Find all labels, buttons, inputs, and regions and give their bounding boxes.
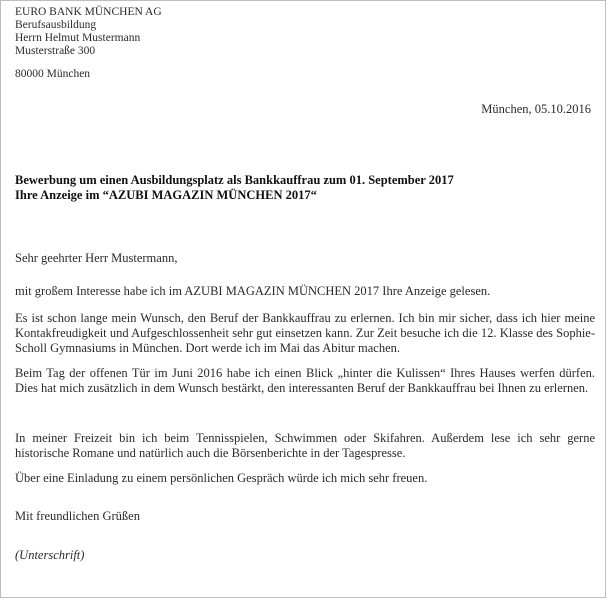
paragraph-invitation: Über eine Einladung zu einem persönlichen Gespräch würde ich mich sehr freuen. (15, 471, 428, 485)
letter-date: München, 05.10.2016 (481, 102, 591, 116)
closing-greeting: Mit freundlichen Grüßen (15, 509, 140, 523)
signature-placeholder: (Unterschrift) (15, 548, 85, 562)
address-city: 80000 München (15, 68, 91, 80)
paragraph-intro: mit großem Interesse habe ich im AZUBI MAGAZIN MÜNCHEN 2017 Ihre Anzeige gelesen. (15, 284, 491, 298)
address-name: Herrn Helmut Mustermann (15, 32, 141, 44)
address-street: Musterstraße 300 (15, 45, 96, 57)
subject-line-1: Bewerbung um einen Ausbildungsplatz als Bankkauffrau zum 01. September 2017 (15, 173, 454, 187)
address-department: Berufsausbildung (15, 19, 97, 31)
paragraph-open-day: Beim Tag der offenen Tür im Juni 2016 habe ich einen Blick „hinter die Kulissen“ Ihres Hauses werfen dürfen. Dies hat mich zusätzlich in dem Wunsch bestärkt, den interessanten Beruf der Bankkauffrau bei Ihnen zu erlernen. (15, 366, 595, 395)
subject-block (15, 173, 454, 203)
address-company: EURO BANK MÜNCHEN AG (15, 6, 162, 18)
recipient-address-block (15, 6, 162, 81)
subject-line-2: Ihre Anzeige im “AZUBI MAGAZIN MÜNCHEN 2017“ (15, 188, 317, 202)
paragraph-hobbies: In meiner Freizeit bin ich beim Tennisspielen, Schwimmen oder Skifahren. Außerdem lese ich sehr gerne historische Romane und natürlich auch die Börsenberichte in der Tagespresse. (15, 431, 595, 460)
paragraph-motivation: Es ist schon lange mein Wunsch, den Beruf der Bankkauffrau zu erlernen. Ich bin mir sicher, dass ich hier meine Kontakfreudigkeit und Aufgeschlossenheit sehr gut einsetzen kann. Zur Zeit besuche ich die 12. Klasse des Sophie-Scholl Gymnasiums in München. Dort werde ich im Mai das Abitur machen. (15, 311, 595, 355)
salutation: Sehr geehrter Herr Mustermann, (15, 251, 178, 265)
